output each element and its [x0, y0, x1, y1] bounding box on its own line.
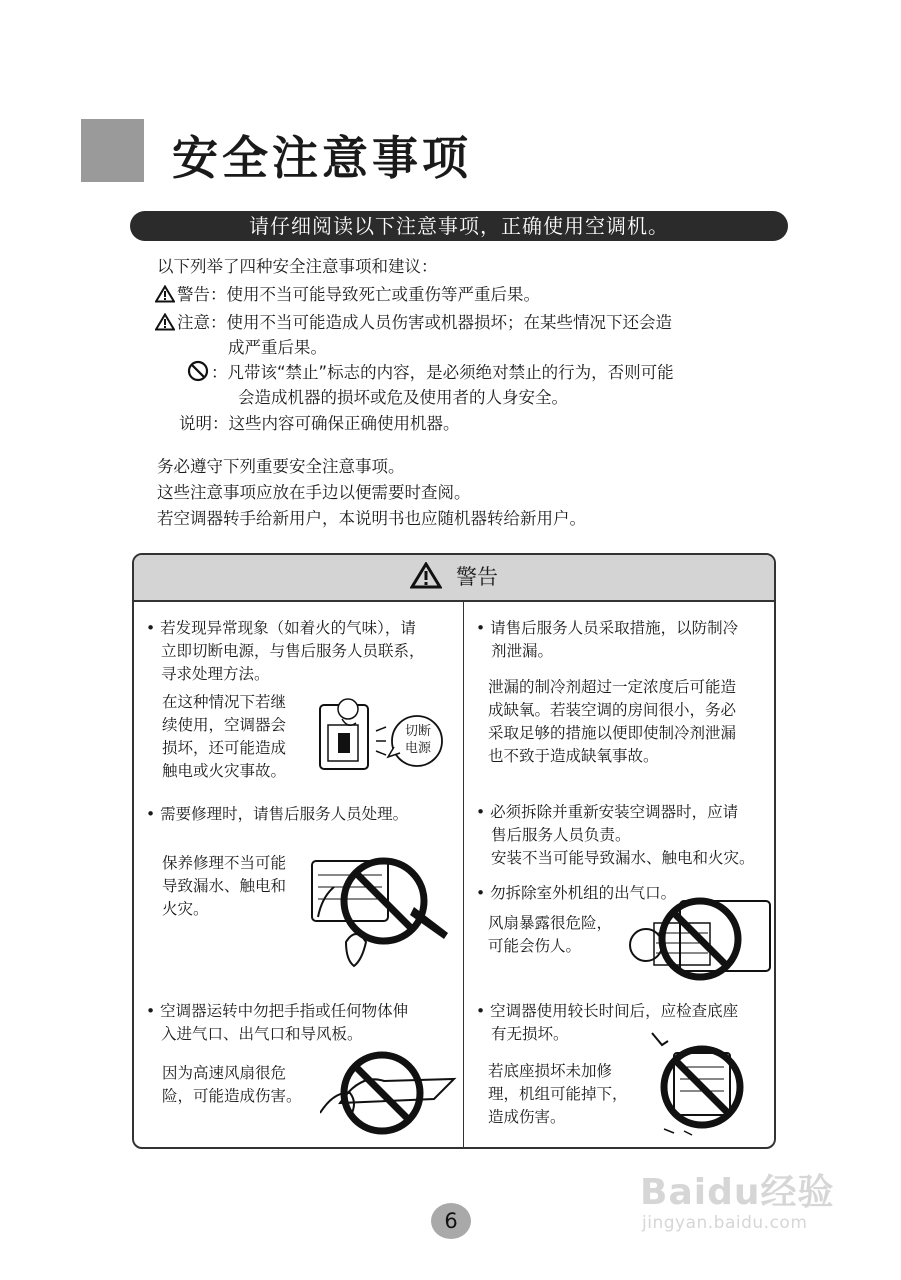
- warning-label: 警告：: [177, 285, 227, 304]
- left-item-1-line-1: • 若发现异常现象（如着火的气味），请: [146, 617, 425, 640]
- title-marker: [81, 119, 144, 182]
- right-item-4-line-2: 有无损坏。: [491, 1025, 569, 1043]
- detail-line: 也不致于造成缺氧事故。: [488, 747, 659, 765]
- outdoor-grille-prohibited-illustration: [626, 895, 776, 990]
- repair-prohibited-illustration: [306, 847, 456, 972]
- detail-line: 火灾。: [162, 900, 209, 918]
- bubble-line: 电源: [404, 741, 431, 756]
- right-item-2-line-1: • 必须拆除并重新安装空调器时，应请: [476, 801, 755, 824]
- prohibit-text-2: 会造成机器的损坏或危及使用者的人身安全。: [238, 388, 568, 407]
- bubble-line: 切断: [404, 724, 431, 739]
- detail-line: 保养修理不当可能: [162, 854, 287, 872]
- right-item-1: [476, 617, 738, 663]
- prohibited-icon: [187, 360, 209, 382]
- watermark-logo: Baidu经验: [640, 1172, 835, 1213]
- warning-text: 使用不当可能导致死亡或重伤等严重后果。: [226, 285, 540, 304]
- note-definition: 说明：这些内容可确保正确使用机器。: [179, 414, 460, 433]
- caution-triangle-icon: [155, 313, 175, 331]
- left-item-3-detail: [162, 1062, 302, 1108]
- left-item-1-detail: [162, 691, 286, 783]
- detail-line: 造成伤害。: [488, 1108, 566, 1126]
- right-item-1-line-2: 剂泄漏。: [491, 642, 554, 660]
- note-line-3: 若空调器转手给新用户，本说明书也应随机器转给新用户。: [157, 509, 586, 528]
- warning-triangle-icon: [410, 562, 442, 589]
- note-line-2: 这些注意事项应放在手边以便需要时查阅。: [157, 483, 471, 502]
- detail-line: 损坏，还可能造成: [162, 739, 287, 757]
- detail-line: 导致漏水、触电和: [162, 877, 287, 895]
- right-item-1-line-1: • 请售后服务人员采取措施，以防制冷: [476, 617, 738, 640]
- note-line-1: 务必遵守下列重要安全注意事项。: [157, 457, 405, 476]
- right-item-2-detail: 安装不当可能导致漏水、触电和火灾。: [491, 849, 755, 867]
- right-item-4-detail: [488, 1060, 628, 1129]
- detail-line: 风扇暴露很危险，: [488, 914, 613, 932]
- detail-line: 采取足够的措施以便即使制冷剂泄漏: [488, 724, 737, 742]
- right-item-2: [476, 801, 755, 870]
- left-item-2: • 需要修理时，请售后服务人员处理。: [146, 803, 408, 826]
- page-number: 6: [431, 1203, 471, 1239]
- left-item-3-line-2: 入进气口、出气口和导风板。: [161, 1025, 363, 1043]
- power-off-bubble: [402, 723, 434, 757]
- detail-line: 可能会伤人。: [488, 937, 582, 955]
- left-item-3: [146, 1000, 408, 1046]
- caution-text-2: 成严重后果。: [228, 338, 327, 357]
- warning-box: [132, 553, 776, 1149]
- left-item-2-detail: [162, 852, 286, 921]
- caution-definition: [155, 312, 672, 334]
- caution-label: 注意：: [177, 313, 227, 332]
- detail-line: 在这种情况下若继: [162, 693, 287, 711]
- caution-text-1: 使用不当可能造成人员伤害或机器损坏；在某些情况下还会造: [226, 313, 672, 332]
- detail-line: 若底座损坏未加修: [488, 1062, 613, 1080]
- detail-line: 理，机组可能掉下，: [488, 1085, 628, 1103]
- left-item-1-line-3: 寻求处理方法。: [161, 665, 270, 683]
- fan-prohibited-illustration: [320, 1043, 460, 1139]
- right-item-2-line-2: 售后服务人员负责。: [491, 826, 631, 844]
- detail-line: 续使用，空调器会: [162, 716, 287, 734]
- warning-definition: [155, 284, 540, 306]
- subtitle-banner: 请仔细阅读以下注意事项，正确使用空调机。: [130, 211, 788, 241]
- left-item-1: [146, 617, 425, 686]
- prohibit-definition: [187, 360, 674, 384]
- right-item-3: • 勿拆除室外机组的出气口。: [476, 882, 676, 905]
- prohibit-text-1: ：凡带该“禁止”标志的内容，是必须绝对禁止的行为，否则可能: [211, 363, 674, 382]
- right-item-4-line-1: • 空调器使用较长时间后，应检查底座: [476, 1000, 738, 1023]
- right-item-3-detail: [488, 912, 612, 958]
- detail-line: 泄漏的制冷剂超过一定浓度后可能造: [488, 678, 737, 696]
- warning-triangle-icon: [155, 285, 175, 303]
- detail-line: 险，可能造成伤害。: [162, 1087, 302, 1105]
- watermark-url: jingyan.baidu.com: [642, 1213, 808, 1233]
- warning-box-title: 警告: [456, 565, 498, 589]
- left-item-3-line-1: • 空调器运转中勿把手指或任何物体伸: [146, 1000, 408, 1023]
- detail-line: 触电或火灾事故。: [162, 762, 287, 780]
- detail-line: 因为高速风扇很危: [162, 1064, 287, 1082]
- left-item-1-line-2: 立即切断电源，与售后服务人员联系，: [161, 642, 425, 660]
- right-item-1-detail: [488, 676, 736, 768]
- column-divider: [463, 602, 464, 1149]
- warning-box-header: [134, 555, 774, 602]
- page-title: 安全注意事项: [172, 131, 472, 185]
- detail-line: 成缺氧。若装空调的房间很小，务必: [488, 701, 737, 719]
- base-damage-prohibited-illustration: [644, 1025, 754, 1140]
- intro-lead: 以下列举了四种安全注意事项和建议：: [157, 257, 438, 276]
